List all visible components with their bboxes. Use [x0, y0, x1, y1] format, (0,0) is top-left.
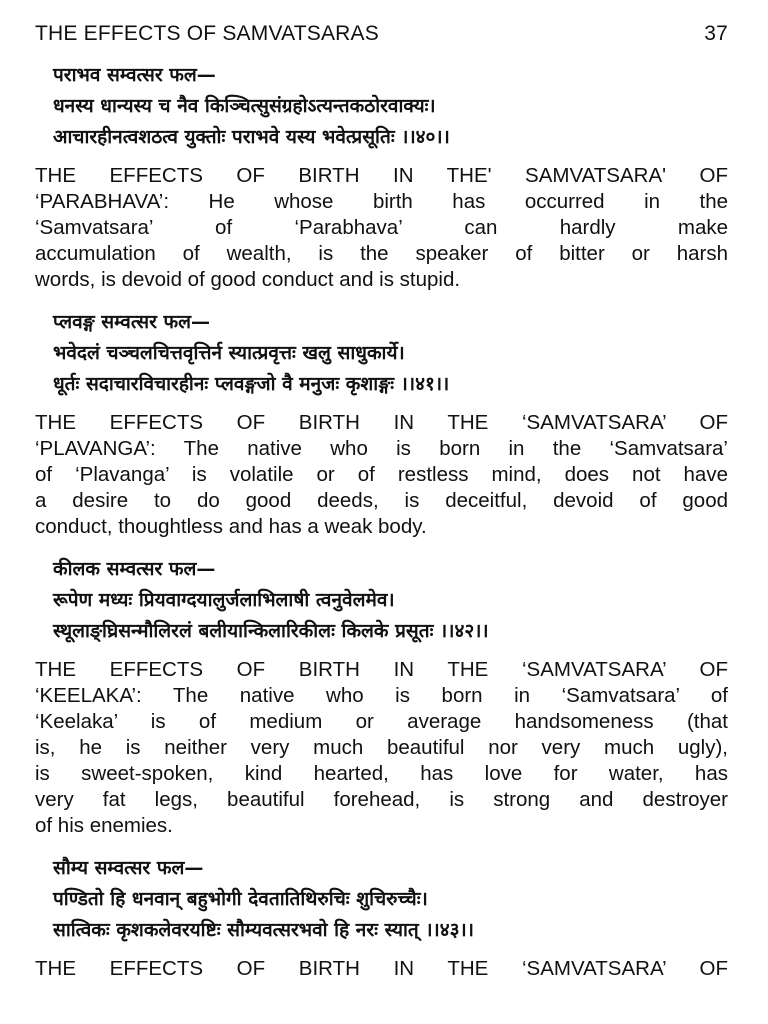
translation-line: THE EFFECTS OF BIRTH IN THE ‘SAMVATSARA’ OF: [35, 411, 728, 434]
sanskrit-verse-line: सात्विकः कृशकलेवरयष्टिः सौम्यवत्सरभवो हि नरः स्यात् ।।४३।।: [53, 919, 474, 941]
section-parabhava: [35, 60, 728, 293]
translation-line: ‘PARABHAVA’: He whose birth has occurred in the: [35, 190, 728, 213]
translation-line: of ‘Plavanga’ is volatile or of restless mind, does not have: [35, 463, 728, 486]
sanskrit-verse-line: पण्डितो हि धनवान् बहुभोगी देवतातिथिरुचिः शुचिरुच्चैः।: [53, 888, 428, 910]
page-header: [35, 22, 728, 50]
sanskrit-verse-line: धनस्य धान्यस्य च नैव किञ्चित्सुसंग्रहोऽत्यन्तकठोरवाक्यः।: [53, 95, 436, 117]
english-translation: [35, 163, 728, 293]
english-translation: [35, 657, 728, 839]
translation-line: THE EFFECTS OF BIRTH IN THE' SAMVATSARA' OF: [35, 164, 728, 187]
translation-line: is sweet-spoken, kind hearted, has love for water, has: [35, 762, 728, 785]
sanskrit-verse-line: धूर्तः सदाचारविचारहीनः प्लवङ्गजो वै मनुजः कृशाङ्गः ।।४१।।: [53, 373, 450, 395]
page-content: [35, 60, 728, 982]
sanskrit-heading: प्लवङ्ग सम्वत्सर फल—: [53, 311, 211, 333]
sanskrit-verse-line: भवेदलं चञ्चलचित्तवृत्तिर्न स्यात्प्रवृत्तः खलु साधुकार्ये।: [53, 342, 405, 364]
english-translation: [35, 410, 728, 540]
continued-heading-line: THE EFFECTS OF BIRTH IN THE ‘SAMVATSARA’ OF: [35, 957, 728, 980]
translation-line: conduct, thoughtless and has a weak body.: [35, 515, 427, 538]
sanskrit-verse-line: रूपेण मध्यः प्रियवाग्दयालुर्जलाभिलाषी त्वनुवेलमेव।: [53, 589, 395, 611]
translation-line: THE EFFECTS OF BIRTH IN THE ‘SAMVATSARA’ OF: [35, 658, 728, 681]
section-plavanga: [35, 307, 728, 540]
translation-line: a desire to do good deeds, is deceitful, devoid of good: [35, 489, 728, 512]
page-number: 37: [704, 22, 728, 45]
translation-line: very fat legs, beautiful forehead, is strong and destroyer: [35, 788, 728, 811]
translation-line: accumulation of wealth, is the speaker of bitter or harsh: [35, 242, 728, 265]
translation-line: ‘Samvatsara’ of ‘Parabhava’ can hardly make: [35, 216, 728, 239]
sanskrit-heading: सौम्य सम्वत्सर फल—: [53, 857, 204, 879]
section-saumya: [35, 853, 728, 946]
running-title: THE EFFECTS OF SAMVATSARAS: [35, 22, 379, 45]
sanskrit-heading: पराभव सम्वत्सर फल—: [53, 64, 216, 86]
translation-line: ‘Keelaka’ is of medium or average handsomeness (that: [35, 710, 728, 733]
sanskrit-heading: कीलक सम्वत्सर फल—: [53, 558, 216, 580]
sanskrit-verse-line: आचारहीनत्वशठत्व युक्तोः पराभवे यस्य भवेत्प्रसूतिः ।।४०।।: [53, 126, 450, 148]
translation-line: ‘KEELAKA’: The native who is born in ‘Samvatsara’ of: [35, 684, 728, 707]
translation-line: of his enemies.: [35, 814, 173, 837]
sanskrit-verse-line: स्थूलाङ्घ्रिसन्मौलिरलं बलीयान्किलारिकीलः किलके प्रसूतः ।।४२।।: [53, 620, 489, 642]
translation-line: ‘PLAVANGA’: The native who is born in the ‘Samvatsara’: [35, 437, 728, 460]
translation-line: words, is devoid of good conduct and is stupid.: [35, 268, 461, 291]
translation-line: is, he is neither very much beautiful nor very much ugly),: [35, 736, 728, 759]
section-keelaka: [35, 554, 728, 839]
